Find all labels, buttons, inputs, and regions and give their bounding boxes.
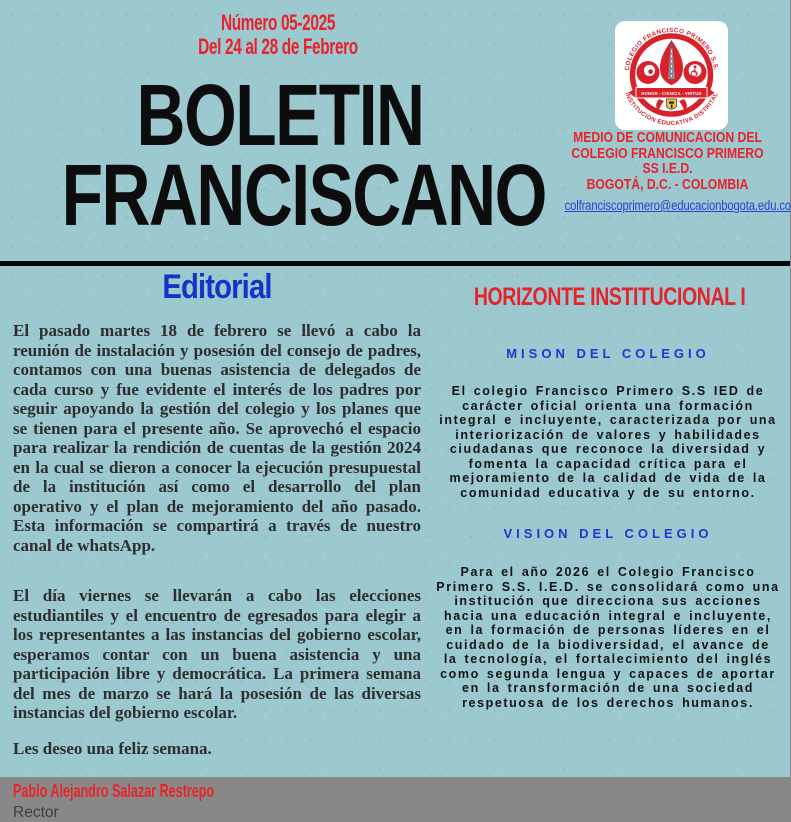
horizonte-heading: HORIZONTE INSTITUCIONAL I [473,283,746,311]
motto-text: HONOR - CIENCIA - VIRTUD [641,91,702,96]
editorial-paragraph-2: El día viernes se llevarán a cabo las elecciones estudiantiles y el encuentro de egresados para elegir a los representantes a las instancias del gobierno escolar, esperamos contar con un buena asistencia y una participación libre y democrática. La primera semana del mes de marzo se hará la posesión de las diversas instancias del gobierno escolar. [13,586,421,722]
issue-number: Número 05-2025 [220,10,336,35]
horizonte-section [436,283,780,710]
logo-arc-text-top: COLEGIO FRANCISCO PRIMERO S.S. [623,27,720,72]
motto-banner [629,88,715,99]
editorial-section [13,268,421,822]
editorial-paragraph-3: Les deseo una feliz semana. [13,738,212,758]
school-logo [615,21,728,130]
title-line-2: FRANCISCANO [61,147,546,244]
signature-role: Rector [13,804,59,821]
vision-text: Para el año 2026 el Colegio Francisco Primero S.S. I.E.D. se consolidará como una institución que direcciona sus acciones hacia una educación integral e incluyente, en la formación de personas líderes en el cuidado de la biodiversidad, el avance de la tecnología, el fortalecimiento del inglés como segunda lengua y capaces de aportar en la transformación de una sociedad respetuosa de los derechos humanos. [436,565,780,710]
mision-text: El colegio Francisco Primero S.S IED de carácter oficial orienta una formación integral e incluyente, caracterizada por una interiorización de valores y habilidades ciudadanas que reconoce la diversidad y fomenta la capacidad crítica para el mejoramiento de la calidad de vida de la comunidad educativa y de su entorno. [439,384,777,500]
org-line-2: COLEGIO FRANCISCO PRIMERO SS I.E.D. [571,145,764,177]
mision-heading: MISON DEL COLEGIO [506,346,710,361]
org-line-3: BOGOTÁ, D.C. - COLOMBIA [586,176,749,193]
title-line-1: BOLETIN [136,67,424,164]
email-link[interactable]: colfranciscoprimero@educacionbogota.edu.co [564,198,791,213]
editorial-heading: Editorial [162,268,272,306]
header-divider [0,261,790,266]
logo-arc-text-bottom: INSTITUCION EDUCATIVA DISTRITAL [623,91,720,128]
vision-heading: VISION DEL COLEGIO [503,526,713,541]
issue-date-range: Del 24 al 28 de Febrero [198,34,358,59]
org-line-1: MEDIO DE COMUNICACION DEL [573,130,762,146]
signature-name: Pablo Alejandro Salazar Restrepo [13,781,215,801]
issue-block [83,11,472,59]
editorial-paragraph-1: El pasado martes 18 de febrero se llevó a cabo la reunión de instalación y posesión del consejo de padres, contamos con una buenas asistencia de delegados de cada curso y fue evidente el interés de los padres por seguir apoyando la gestión del colegio y los planes que se tienen para el presente año. Se aprovechó el espacio para realizar la rendición de cuentas de la gestión 2024 en la cual se dieron a conocer la ejecución presupuestal de la institución así como el desarrollo del plan operativo y el plan de mejoramiento del año pasado. Esta información se compartirá a través de nuestro canal de whatsApp. [13,321,421,555]
org-block [564,130,791,214]
school-emblem-icon [615,21,728,130]
newsletter-title [61,67,546,244]
